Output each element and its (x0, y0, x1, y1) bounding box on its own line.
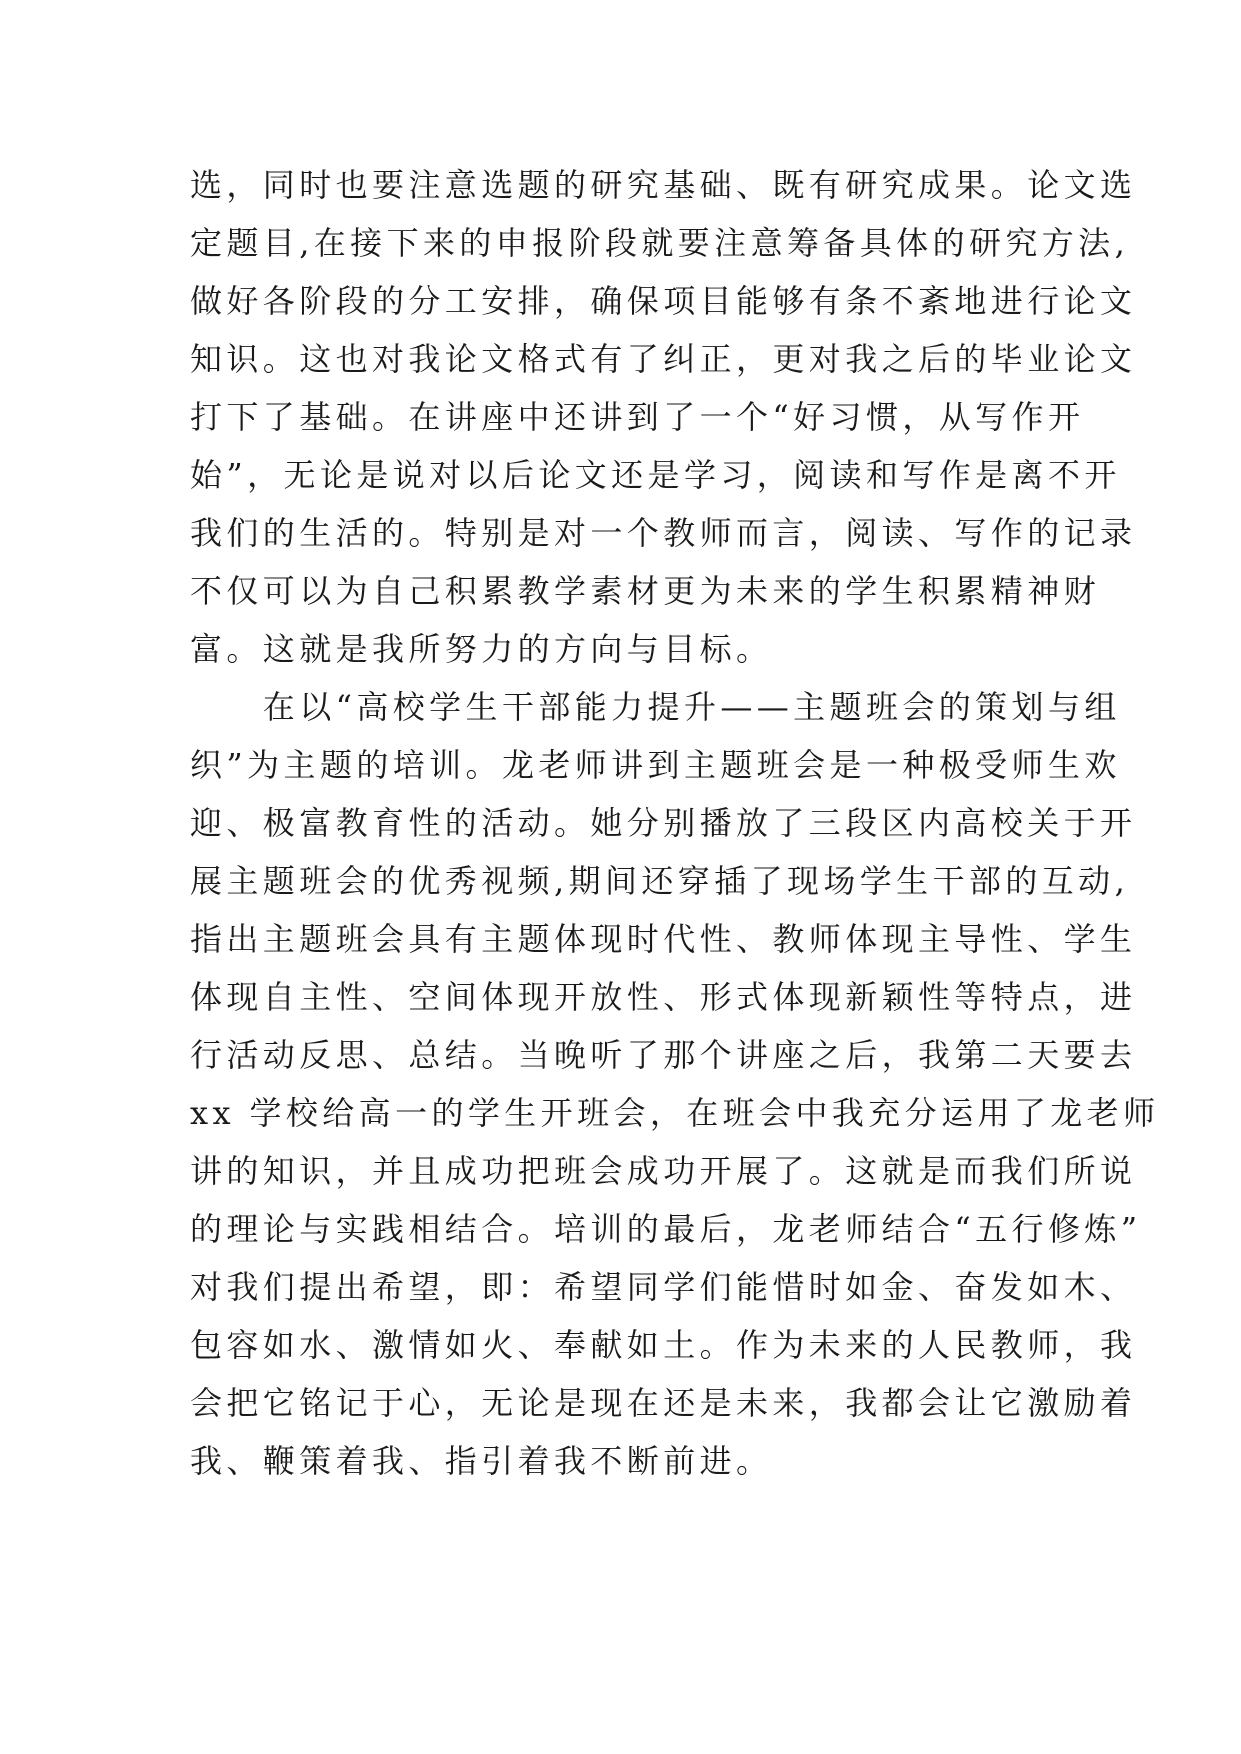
text-line: 展主题班会的优秀视频,期间还穿插了现场学生干部的互动, (190, 862, 1130, 900)
text-line: 指出主题班会具有主题体现时代性、教师体现主导性、学生 (190, 920, 1137, 958)
text-line: 定题目,在接下来的申报阶段就要注意筹备具体的研究方法, (190, 224, 1130, 262)
text-line: 我们的生活的。特别是对一个教师而言，阅读、写作的记录 (190, 514, 1137, 552)
text-line: 知识。这也对我论文格式有了纠正，更对我之后的毕业论文 (190, 340, 1137, 378)
text-line: 行活动反思、总结。当晚听了那个讲座之后，我第二天要去 (190, 1036, 1137, 1074)
text-line: 会把它铭记于心，无论是现在还是未来，我都会让它激励着 (190, 1384, 1137, 1422)
text-line: 的理论与实践相结合。培训的最后，龙老师结合“五行修炼” (190, 1210, 1142, 1248)
body-text (190, 156, 1160, 1490)
text-line: 织”为主题的培训。龙老师讲到主题班会是一种极受师生欢 (190, 746, 1121, 784)
text-line: 不仅可以为自己积累教学素材更为未来的学生积累精神财 (190, 572, 1101, 610)
text-line: 富。这就是我所努力的方向与目标。 (190, 630, 773, 668)
text-line: xx 学校给高一的学生开班会，在班会中我充分运用了龙老师 (190, 1094, 1160, 1132)
text-line: 对我们提出希望，即：希望同学们能惜时如金、奋发如木、 (190, 1268, 1137, 1306)
text-line: 讲的知识，并且成功把班会成功开展了。这就是而我们所说 (190, 1152, 1137, 1190)
text-line: 做好各阶段的分工安排，确保项目能够有条不紊地进行论文 (190, 282, 1137, 320)
text-line: 始”，无论是说对以后论文还是学习，阅读和写作是离不开 (190, 456, 1121, 494)
text-line: 包容如水、激情如火、奉献如土。作为未来的人民教师，我 (190, 1326, 1137, 1364)
text-line: 选，同时也要注意选题的研究基础、既有研究成果。论文选 (190, 166, 1137, 204)
text-line: 体现自主性、空间体现开放性、形式体现新颖性等特点，进 (190, 978, 1137, 1016)
text-line: 迎、极富教育性的活动。她分别播放了三段区内高校关于开 (190, 804, 1137, 842)
text-line: 打下了基础。在讲座中还讲到了一个“好习惯，从写作开 (190, 398, 1085, 436)
text-line: 我、鞭策着我、指引着我不断前进。 (190, 1442, 773, 1480)
paragraph-start-line: 在以“高校学生干部能力提升——主题班会的策划与组 (190, 688, 1121, 726)
